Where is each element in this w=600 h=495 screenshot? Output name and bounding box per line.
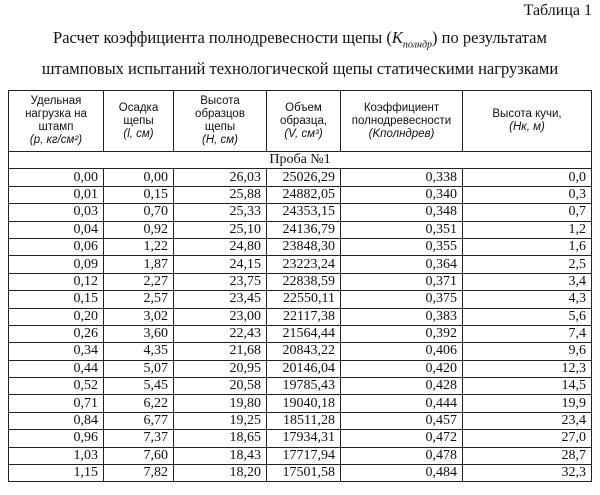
cell-pile-height: 27,0 <box>463 430 592 447</box>
cell-coefficient: 0,383 <box>341 308 463 325</box>
table-row <box>9 204 592 221</box>
cell-height: 25,88 <box>174 186 267 203</box>
cell-settlement: 1,87 <box>104 256 174 273</box>
cell-pile-height: 19,9 <box>463 395 592 412</box>
cell-load: 0,00 <box>9 169 104 186</box>
cell-coefficient: 0,351 <box>341 221 463 238</box>
cell-height: 18,20 <box>174 465 267 482</box>
cell-pile-height: 14,5 <box>463 378 592 395</box>
table-row <box>9 395 592 412</box>
header-coefficient: Коэффициент полнодревесности (Kполндрев) <box>341 91 463 152</box>
cell-volume: 23848,30 <box>267 238 341 255</box>
title-symbol-subscript: полндр <box>402 39 433 51</box>
cell-pile-height: 1,6 <box>463 238 592 255</box>
cell-coefficient: 0,338 <box>341 169 463 186</box>
cell-load: 0,71 <box>9 395 104 412</box>
table-row <box>9 378 592 395</box>
cell-coefficient: 0,428 <box>341 378 463 395</box>
cell-settlement: 4,35 <box>104 343 174 360</box>
cell-pile-height: 5,6 <box>463 308 592 325</box>
cell-height: 24,15 <box>174 256 267 273</box>
data-table <box>8 90 592 482</box>
cell-load: 0,01 <box>9 186 104 203</box>
table-title-line-1 <box>0 24 600 59</box>
cell-volume: 22117,38 <box>267 308 341 325</box>
table-row <box>9 412 592 429</box>
cell-settlement: 0,92 <box>104 221 174 238</box>
cell-volume: 17717,94 <box>267 447 341 464</box>
cell-volume: 24882,05 <box>267 186 341 203</box>
cell-pile-height: 23,4 <box>463 412 592 429</box>
cell-coefficient: 0,392 <box>341 325 463 342</box>
cell-pile-height: 0,3 <box>463 186 592 203</box>
cell-height: 20,95 <box>174 360 267 377</box>
title-symbol: K <box>391 28 403 47</box>
cell-height: 21,68 <box>174 343 267 360</box>
cell-volume: 18511,28 <box>267 412 341 429</box>
table-label: Таблица 1 <box>523 2 592 19</box>
sample-row <box>9 152 592 169</box>
cell-volume: 17934,31 <box>267 430 341 447</box>
cell-settlement: 7,82 <box>104 465 174 482</box>
table-row <box>9 256 592 273</box>
cell-settlement: 2,57 <box>104 291 174 308</box>
cell-height: 20,58 <box>174 378 267 395</box>
cell-settlement: 2,27 <box>104 273 174 290</box>
cell-load: 0,12 <box>9 273 104 290</box>
cell-height: 19,25 <box>174 412 267 429</box>
cell-settlement: 3,60 <box>104 325 174 342</box>
cell-settlement: 3,02 <box>104 308 174 325</box>
cell-load: 0,84 <box>9 412 104 429</box>
cell-settlement: 7,37 <box>104 430 174 447</box>
cell-volume: 22550,11 <box>267 291 341 308</box>
cell-settlement: 0,15 <box>104 186 174 203</box>
cell-height: 23,75 <box>174 273 267 290</box>
cell-load: 1,03 <box>9 447 104 464</box>
cell-pile-height: 12,3 <box>463 360 592 377</box>
cell-coefficient: 0,348 <box>341 204 463 221</box>
header-volume: Объем образца, (V, см³) <box>267 91 341 152</box>
cell-pile-height: 1,2 <box>463 221 592 238</box>
cell-coefficient: 0,375 <box>341 291 463 308</box>
cell-volume: 22838,59 <box>267 273 341 290</box>
cell-pile-height: 0,0 <box>463 169 592 186</box>
cell-height: 18,65 <box>174 430 267 447</box>
cell-volume: 19785,43 <box>267 378 341 395</box>
cell-coefficient: 0,444 <box>341 395 463 412</box>
cell-load: 0,15 <box>9 291 104 308</box>
cell-load: 0,52 <box>9 378 104 395</box>
table-row <box>9 465 592 482</box>
cell-volume: 24136,79 <box>267 221 341 238</box>
cell-height: 23,00 <box>174 308 267 325</box>
cell-coefficient: 0,371 <box>341 273 463 290</box>
cell-height: 18,43 <box>174 447 267 464</box>
cell-height: 25,33 <box>174 204 267 221</box>
cell-load: 0,20 <box>9 308 104 325</box>
cell-height: 23,45 <box>174 291 267 308</box>
cell-coefficient: 0,355 <box>341 238 463 255</box>
cell-load: 0,96 <box>9 430 104 447</box>
cell-pile-height: 3,4 <box>463 273 592 290</box>
table-title-line-2: штамповых испытаний технологической щепы статическими нагрузками <box>41 59 559 78</box>
cell-height: 19,80 <box>174 395 267 412</box>
cell-coefficient: 0,340 <box>341 186 463 203</box>
cell-pile-height: 28,7 <box>463 447 592 464</box>
cell-pile-height: 4,3 <box>463 291 592 308</box>
table-row <box>9 291 592 308</box>
cell-height: 26,03 <box>174 169 267 186</box>
table-row <box>9 447 592 464</box>
cell-pile-height: 9,6 <box>463 343 592 360</box>
cell-volume: 23223,24 <box>267 256 341 273</box>
header-load: Удельная нагрузка на штамп (p, кг/см²) <box>9 91 104 152</box>
cell-load: 0,04 <box>9 221 104 238</box>
cell-load: 0,09 <box>9 256 104 273</box>
table-row <box>9 273 592 290</box>
cell-settlement: 1,22 <box>104 238 174 255</box>
table-row <box>9 360 592 377</box>
cell-volume: 17501,58 <box>267 465 341 482</box>
cell-settlement: 6,22 <box>104 395 174 412</box>
cell-settlement: 6,77 <box>104 412 174 429</box>
header-settlement: Осадка щепы (l, см) <box>104 91 174 152</box>
cell-volume: 19040,18 <box>267 395 341 412</box>
header-sample-height: Высота образцов щепы (H, см) <box>174 91 267 152</box>
table-row <box>9 238 592 255</box>
cell-pile-height: 2,5 <box>463 256 592 273</box>
cell-settlement: 5,07 <box>104 360 174 377</box>
title-text-start: Расчет коэффициента полнодревесности щепы ( <box>53 28 392 47</box>
cell-coefficient: 0,478 <box>341 447 463 464</box>
sample-label: Проба №1 <box>9 152 592 169</box>
cell-height: 24,80 <box>174 238 267 255</box>
cell-coefficient: 0,472 <box>341 430 463 447</box>
cell-volume: 20843,22 <box>267 343 341 360</box>
table-row <box>9 343 592 360</box>
cell-load: 0,26 <box>9 325 104 342</box>
cell-coefficient: 0,484 <box>341 465 463 482</box>
cell-load: 0,06 <box>9 238 104 255</box>
cell-settlement: 0,00 <box>104 169 174 186</box>
table-row <box>9 430 592 447</box>
cell-coefficient: 0,406 <box>341 343 463 360</box>
cell-pile-height: 7,4 <box>463 325 592 342</box>
cell-height: 25,10 <box>174 221 267 238</box>
cell-coefficient: 0,420 <box>341 360 463 377</box>
table-row <box>9 169 592 186</box>
title-text-end: ) по результатам <box>432 28 547 47</box>
cell-volume: 21564,44 <box>267 325 341 342</box>
cell-load: 1,15 <box>9 465 104 482</box>
cell-volume: 25026,29 <box>267 169 341 186</box>
table-row <box>9 221 592 238</box>
header-row <box>9 91 592 152</box>
cell-load: 0,44 <box>9 360 104 377</box>
cell-coefficient: 0,457 <box>341 412 463 429</box>
cell-pile-height: 0,7 <box>463 204 592 221</box>
table-row <box>9 325 592 342</box>
cell-volume: 20146,04 <box>267 360 341 377</box>
cell-settlement: 5,45 <box>104 378 174 395</box>
cell-load: 0,03 <box>9 204 104 221</box>
table-row <box>9 186 592 203</box>
cell-settlement: 7,60 <box>104 447 174 464</box>
table-row <box>9 308 592 325</box>
cell-settlement: 0,70 <box>104 204 174 221</box>
cell-pile-height: 32,3 <box>463 465 592 482</box>
cell-load: 0,34 <box>9 343 104 360</box>
cell-coefficient: 0,364 <box>341 256 463 273</box>
cell-volume: 24353,15 <box>267 204 341 221</box>
cell-height: 22,43 <box>174 325 267 342</box>
header-pile-height: Высота кучи, (Hк, м) <box>463 91 592 152</box>
